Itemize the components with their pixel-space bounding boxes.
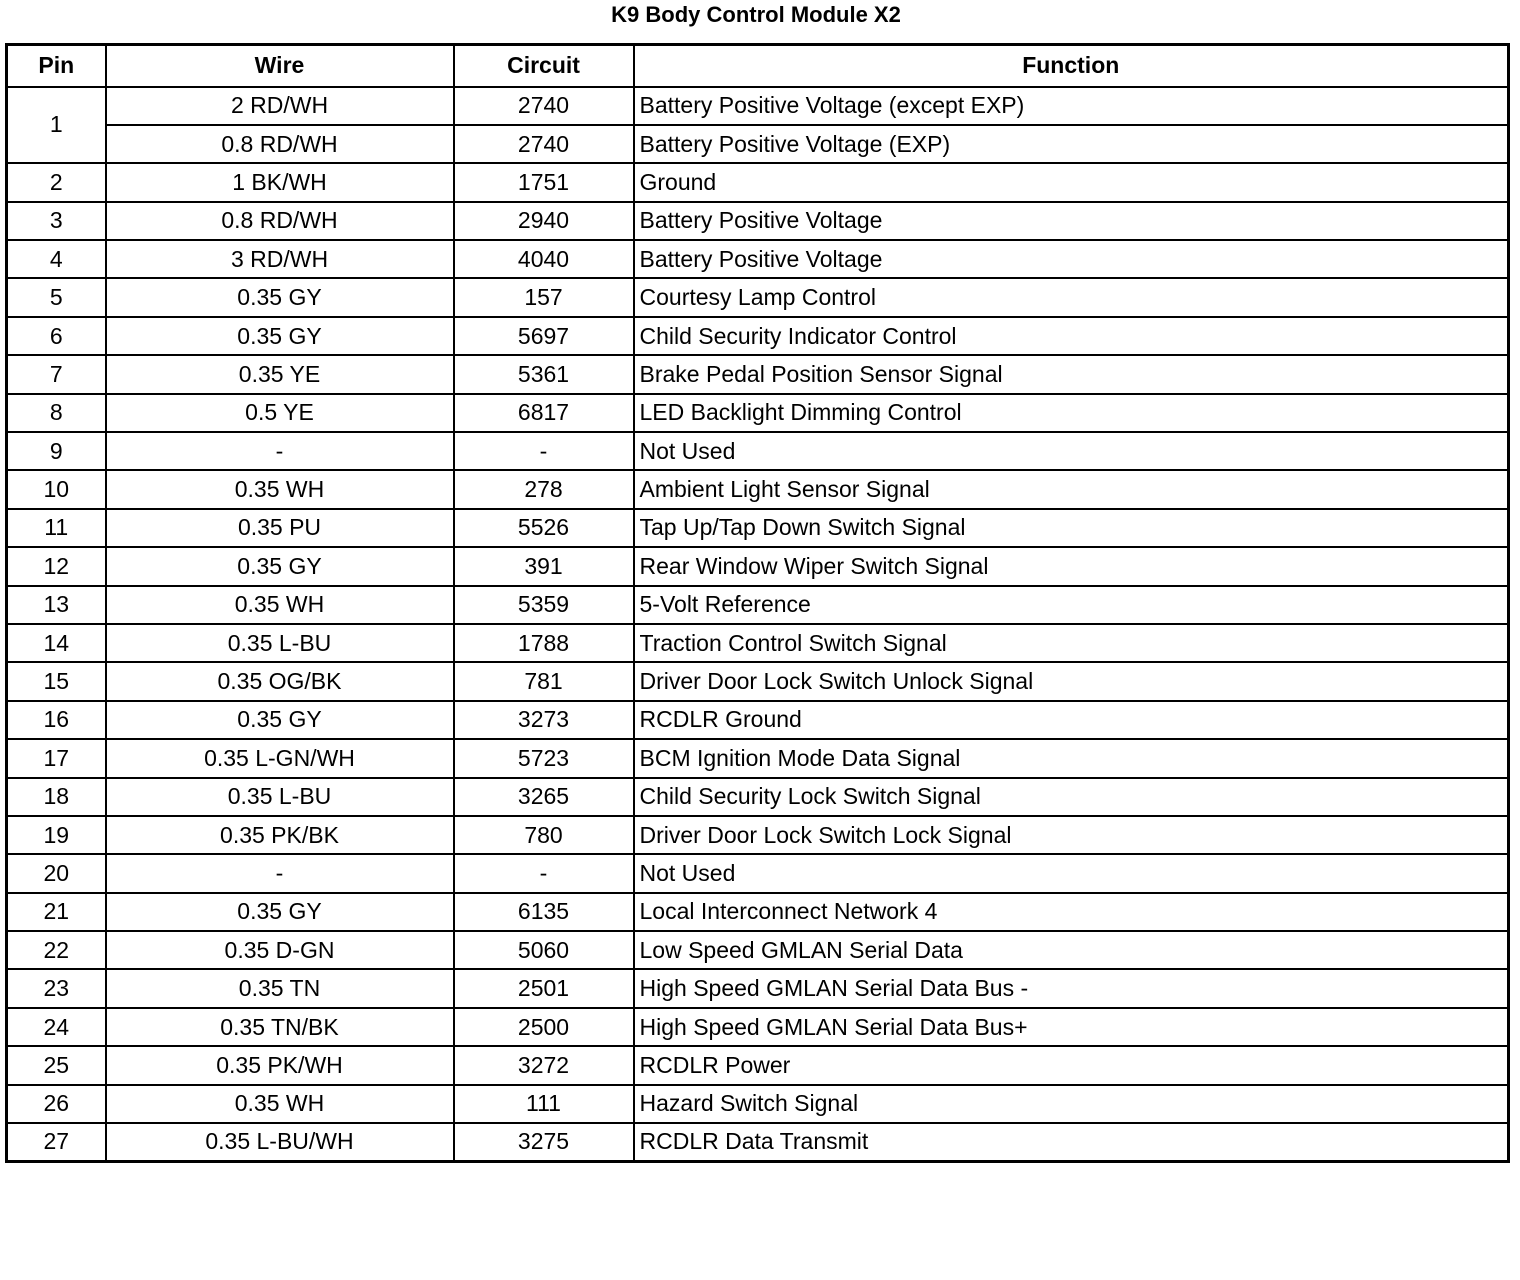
circuit-cell: 2940 bbox=[454, 202, 634, 240]
table-row bbox=[7, 1046, 1509, 1084]
pin-cell: 4 bbox=[7, 240, 106, 278]
pin-cell: 19 bbox=[7, 816, 106, 854]
table-row bbox=[7, 778, 1509, 816]
function-cell: Battery Positive Voltage bbox=[634, 240, 1509, 278]
pin-cell: 1 bbox=[7, 87, 106, 164]
wire-cell: - bbox=[106, 854, 454, 892]
wire-cell: 0.35 L-GN/WH bbox=[106, 739, 454, 777]
circuit-cell: 3273 bbox=[454, 701, 634, 739]
pin-cell: 7 bbox=[7, 355, 106, 393]
wire-cell: 0.35 L-BU bbox=[106, 778, 454, 816]
wire-cell: 2 RD/WH bbox=[106, 87, 454, 125]
pin-cell: 6 bbox=[7, 317, 106, 355]
pin-cell: 18 bbox=[7, 778, 106, 816]
wire-cell: 3 RD/WH bbox=[106, 240, 454, 278]
pin-cell: 20 bbox=[7, 854, 106, 892]
column-header-wire: Wire bbox=[106, 45, 454, 87]
circuit-cell: 6135 bbox=[454, 893, 634, 931]
table-row bbox=[7, 1123, 1509, 1161]
circuit-cell: 2740 bbox=[454, 87, 634, 125]
pin-cell: 8 bbox=[7, 394, 106, 432]
circuit-cell: 5723 bbox=[454, 739, 634, 777]
wire-cell: 0.35 GY bbox=[106, 701, 454, 739]
table-row bbox=[7, 317, 1509, 355]
pin-cell: 11 bbox=[7, 509, 106, 547]
table-body bbox=[7, 87, 1509, 1162]
circuit-cell: 2740 bbox=[454, 125, 634, 163]
function-cell: RCDLR Data Transmit bbox=[634, 1123, 1509, 1161]
circuit-cell: 1751 bbox=[454, 163, 634, 201]
wire-cell: - bbox=[106, 432, 454, 470]
function-cell: Ambient Light Sensor Signal bbox=[634, 470, 1509, 508]
pin-cell: 10 bbox=[7, 470, 106, 508]
wire-cell: 0.35 PU bbox=[106, 509, 454, 547]
table-row bbox=[7, 662, 1509, 700]
table-row bbox=[7, 240, 1509, 278]
circuit-cell: 111 bbox=[454, 1085, 634, 1123]
pin-cell: 22 bbox=[7, 931, 106, 969]
wire-cell: 0.35 GY bbox=[106, 278, 454, 316]
circuit-cell: 157 bbox=[454, 278, 634, 316]
wire-cell: 0.35 L-BU/WH bbox=[106, 1123, 454, 1161]
table-row bbox=[7, 355, 1509, 393]
pin-cell: 5 bbox=[7, 278, 106, 316]
function-cell: Driver Door Lock Switch Lock Signal bbox=[634, 816, 1509, 854]
function-cell: Child Security Lock Switch Signal bbox=[634, 778, 1509, 816]
pin-cell: 12 bbox=[7, 547, 106, 585]
connector-pinout-table bbox=[5, 43, 1510, 1163]
pin-cell: 3 bbox=[7, 202, 106, 240]
wire-cell: 0.35 D-GN bbox=[106, 931, 454, 969]
circuit-cell: 5359 bbox=[454, 586, 634, 624]
header-row bbox=[7, 45, 1509, 87]
pin-cell: 25 bbox=[7, 1046, 106, 1084]
circuit-cell: 278 bbox=[454, 470, 634, 508]
circuit-cell: 5697 bbox=[454, 317, 634, 355]
pin-cell: 2 bbox=[7, 163, 106, 201]
table-row bbox=[7, 739, 1509, 777]
circuit-cell: 5060 bbox=[454, 931, 634, 969]
pin-cell: 15 bbox=[7, 662, 106, 700]
table-row bbox=[7, 394, 1509, 432]
circuit-cell: - bbox=[454, 854, 634, 892]
function-cell: RCDLR Ground bbox=[634, 701, 1509, 739]
function-cell: Battery Positive Voltage (except EXP) bbox=[634, 87, 1509, 125]
circuit-cell: 5526 bbox=[454, 509, 634, 547]
function-cell: Ground bbox=[634, 163, 1509, 201]
column-header-pin: Pin bbox=[7, 45, 106, 87]
wire-cell: 0.8 RD/WH bbox=[106, 202, 454, 240]
circuit-cell: 781 bbox=[454, 662, 634, 700]
wire-cell: 0.35 GY bbox=[106, 893, 454, 931]
wire-cell: 0.35 L-BU bbox=[106, 624, 454, 662]
wire-cell: 0.35 PK/WH bbox=[106, 1046, 454, 1084]
wire-cell: 0.35 PK/BK bbox=[106, 816, 454, 854]
wire-cell: 0.35 YE bbox=[106, 355, 454, 393]
table-row bbox=[7, 125, 1509, 163]
function-cell: Local Interconnect Network 4 bbox=[634, 893, 1509, 931]
table-row bbox=[7, 893, 1509, 931]
function-cell: Driver Door Lock Switch Unlock Signal bbox=[634, 662, 1509, 700]
table-row bbox=[7, 509, 1509, 547]
pin-cell: 13 bbox=[7, 586, 106, 624]
function-cell: Courtesy Lamp Control bbox=[634, 278, 1509, 316]
table-row bbox=[7, 624, 1509, 662]
function-cell: High Speed GMLAN Serial Data Bus+ bbox=[634, 1008, 1509, 1046]
pin-cell: 27 bbox=[7, 1123, 106, 1161]
pin-cell: 17 bbox=[7, 739, 106, 777]
table-row bbox=[7, 432, 1509, 470]
function-cell: LED Backlight Dimming Control bbox=[634, 394, 1509, 432]
function-cell: Tap Up/Tap Down Switch Signal bbox=[634, 509, 1509, 547]
circuit-cell: 5361 bbox=[454, 355, 634, 393]
table-row bbox=[7, 547, 1509, 585]
function-cell: Low Speed GMLAN Serial Data bbox=[634, 931, 1509, 969]
circuit-cell: 3265 bbox=[454, 778, 634, 816]
table-row bbox=[7, 1008, 1509, 1046]
pin-cell: 9 bbox=[7, 432, 106, 470]
pin-cell: 26 bbox=[7, 1085, 106, 1123]
circuit-cell: - bbox=[454, 432, 634, 470]
function-cell: Child Security Indicator Control bbox=[634, 317, 1509, 355]
table-row bbox=[7, 701, 1509, 739]
wire-cell: 1 BK/WH bbox=[106, 163, 454, 201]
circuit-cell: 4040 bbox=[454, 240, 634, 278]
function-cell: Traction Control Switch Signal bbox=[634, 624, 1509, 662]
wire-cell: 0.35 TN/BK bbox=[106, 1008, 454, 1046]
wire-cell: 0.35 TN bbox=[106, 969, 454, 1007]
table-row bbox=[7, 931, 1509, 969]
wire-cell: 0.35 WH bbox=[106, 470, 454, 508]
function-cell: Rear Window Wiper Switch Signal bbox=[634, 547, 1509, 585]
function-cell: 5-Volt Reference bbox=[634, 586, 1509, 624]
circuit-cell: 391 bbox=[454, 547, 634, 585]
wire-cell: 0.8 RD/WH bbox=[106, 125, 454, 163]
function-cell: Battery Positive Voltage (EXP) bbox=[634, 125, 1509, 163]
table-row bbox=[7, 163, 1509, 201]
wire-cell: 0.35 WH bbox=[106, 1085, 454, 1123]
page-title: K9 Body Control Module X2 bbox=[611, 2, 901, 27]
pin-cell: 23 bbox=[7, 969, 106, 1007]
pin-cell: 14 bbox=[7, 624, 106, 662]
table-row bbox=[7, 854, 1509, 892]
table-row bbox=[7, 202, 1509, 240]
circuit-cell: 2500 bbox=[454, 1008, 634, 1046]
table-row bbox=[7, 1085, 1509, 1123]
function-cell: Not Used bbox=[634, 854, 1509, 892]
wire-cell: 0.35 OG/BK bbox=[106, 662, 454, 700]
column-header-function: Function bbox=[634, 45, 1509, 87]
pin-cell: 24 bbox=[7, 1008, 106, 1046]
wire-cell: 0.35 GY bbox=[106, 317, 454, 355]
column-header-circuit: Circuit bbox=[454, 45, 634, 87]
table-row bbox=[7, 470, 1509, 508]
function-cell: High Speed GMLAN Serial Data Bus - bbox=[634, 969, 1509, 1007]
circuit-cell: 780 bbox=[454, 816, 634, 854]
function-cell: Brake Pedal Position Sensor Signal bbox=[634, 355, 1509, 393]
circuit-cell: 1788 bbox=[454, 624, 634, 662]
wire-cell: 0.35 GY bbox=[106, 547, 454, 585]
table-row bbox=[7, 278, 1509, 316]
function-cell: Battery Positive Voltage bbox=[634, 202, 1509, 240]
table-row bbox=[7, 816, 1509, 854]
function-cell: BCM Ignition Mode Data Signal bbox=[634, 739, 1509, 777]
pin-cell: 21 bbox=[7, 893, 106, 931]
function-cell: RCDLR Power bbox=[634, 1046, 1509, 1084]
circuit-cell: 6817 bbox=[454, 394, 634, 432]
table-row bbox=[7, 586, 1509, 624]
table-row bbox=[7, 87, 1509, 125]
pin-cell: 16 bbox=[7, 701, 106, 739]
table-row bbox=[7, 969, 1509, 1007]
function-cell: Hazard Switch Signal bbox=[634, 1085, 1509, 1123]
wire-cell: 0.35 WH bbox=[106, 586, 454, 624]
function-cell: Not Used bbox=[634, 432, 1509, 470]
wire-cell: 0.5 YE bbox=[106, 394, 454, 432]
circuit-cell: 2501 bbox=[454, 969, 634, 1007]
circuit-cell: 3272 bbox=[454, 1046, 634, 1084]
circuit-cell: 3275 bbox=[454, 1123, 634, 1161]
